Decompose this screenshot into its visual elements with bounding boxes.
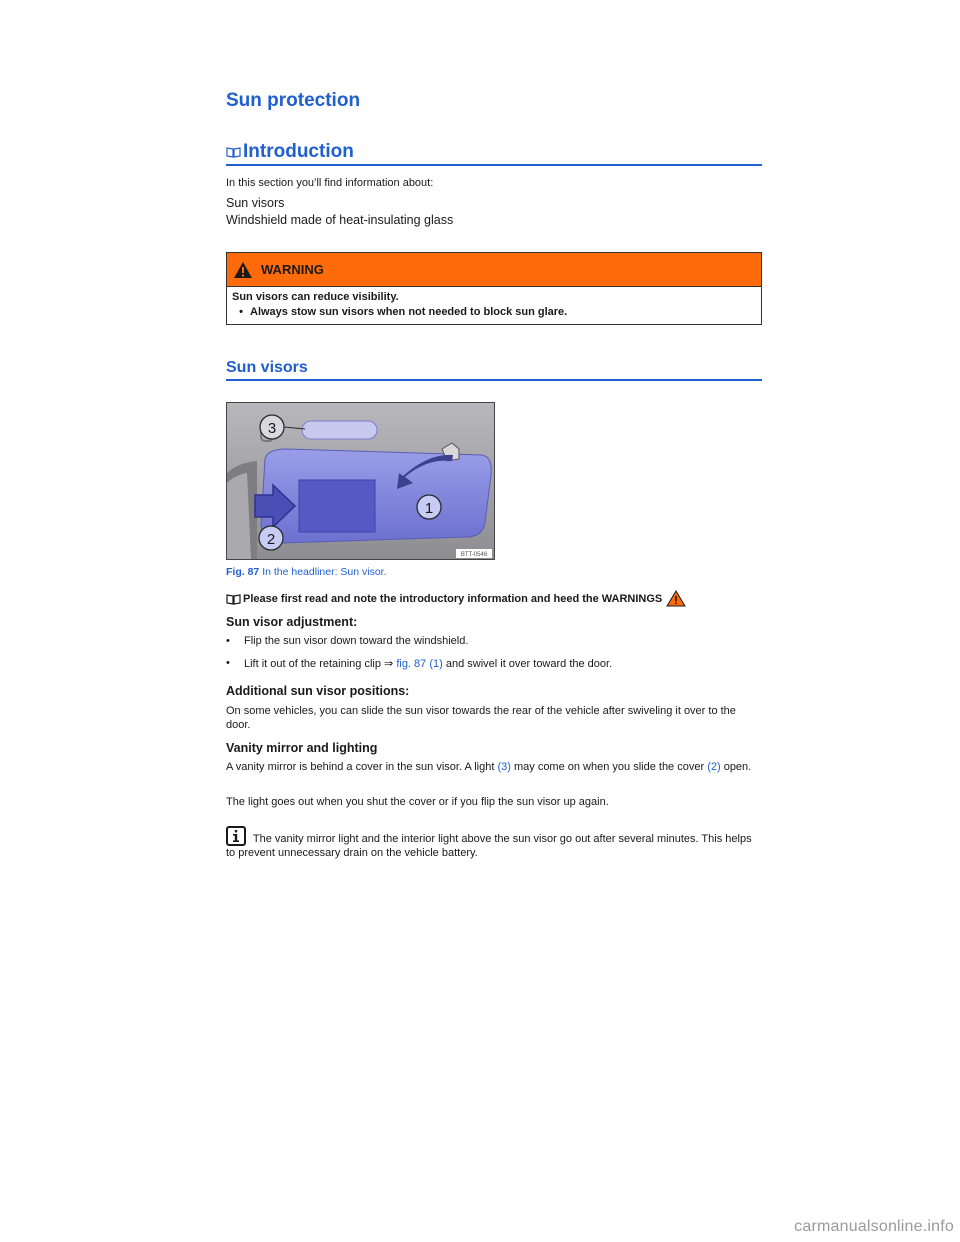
figure-caption xyxy=(226,566,387,578)
additional-heading: Additional sun visor positions: xyxy=(226,684,410,698)
watermark: carmanualsonline.info xyxy=(794,1218,954,1235)
intro-heading xyxy=(226,141,762,166)
list-item xyxy=(226,635,612,647)
warning-bullet xyxy=(232,305,756,320)
warning-triangle-icon xyxy=(666,590,686,607)
warning-bullet-text: Always stow sun visors when not needed to block sun glare. xyxy=(250,306,568,318)
ref-light-link[interactable]: (3) xyxy=(497,761,511,773)
vanity-heading: Vanity mirror and lighting xyxy=(226,741,378,755)
book-icon xyxy=(226,593,241,605)
callout-3: 3 xyxy=(267,420,277,437)
list-item-tail: and swivel it over toward the door. xyxy=(442,658,613,670)
bullet-glyph: • xyxy=(226,635,230,647)
callout-2: 2 xyxy=(266,531,276,548)
warning-body xyxy=(227,287,761,324)
intro-topics xyxy=(226,195,453,229)
intro-lead: In this section you’ll find information about: xyxy=(226,177,434,189)
figure-caption-text: In the headliner: Sun visor. xyxy=(262,566,387,578)
warning-header xyxy=(227,253,761,287)
vanity-text xyxy=(226,760,762,774)
warning-box xyxy=(226,252,762,325)
adjustment-heading: Sun visor adjustment: xyxy=(226,615,358,629)
additional-text: On some vehicles, you can slide the sun visor towards the rear of the vehicle after swiveling it over to the door. xyxy=(226,705,736,731)
list-item-text: Flip the sun visor down toward the windshield. xyxy=(244,635,469,647)
warning-title: WARNING xyxy=(261,262,324,277)
bullet-glyph: • xyxy=(239,306,243,318)
list-item-text: Lift it out of the retaining clip ⇒ xyxy=(244,658,394,670)
info-note-text: The vanity mirror light and the interior light above the sun visor go out after several minutes. This helps to prevent unnecessary drain on the vehicle battery. xyxy=(226,833,752,859)
read-note-text: Please first read and note the introductory information and heed the WARNINGS xyxy=(243,592,663,605)
list-item xyxy=(226,657,612,670)
warning-icon xyxy=(233,261,253,279)
read-note xyxy=(226,590,686,607)
vanity-text-c: open. xyxy=(720,761,752,773)
book-icon xyxy=(226,146,241,158)
figure-caption-label: Fig. 87 xyxy=(226,566,260,578)
bullet-glyph: • xyxy=(226,657,230,669)
vanity-text-b: may come on when you slide the cover xyxy=(510,761,708,773)
info-note xyxy=(226,826,762,860)
topic-item: Windshield made of heat-insulating glass xyxy=(226,213,454,227)
sun-visor-illustration xyxy=(227,403,494,559)
sun-visor-figure xyxy=(226,402,495,560)
warning-text: Sun visors can reduce visibility. xyxy=(232,291,399,303)
ref-cover-link[interactable]: (2) xyxy=(707,761,721,773)
vanity-text-2: The light goes out when you shut the cover or if you flip the sun visor up again. xyxy=(226,796,609,808)
adjustment-list xyxy=(226,635,612,680)
info-icon xyxy=(226,826,246,846)
intro-heading-text: Introduction xyxy=(243,141,354,162)
figure-ref-link[interactable]: fig. 87 (1) xyxy=(396,658,443,670)
topic-item: Sun visors xyxy=(226,196,285,210)
figure-code: BTT-0546 xyxy=(460,552,488,558)
sun-visors-heading: Sun visors xyxy=(226,359,762,381)
section-title: Sun protection xyxy=(226,90,361,111)
vanity-text-a: A vanity mirror is behind a cover in the sun visor. A light xyxy=(226,761,498,773)
callout-1: 1 xyxy=(424,500,434,517)
